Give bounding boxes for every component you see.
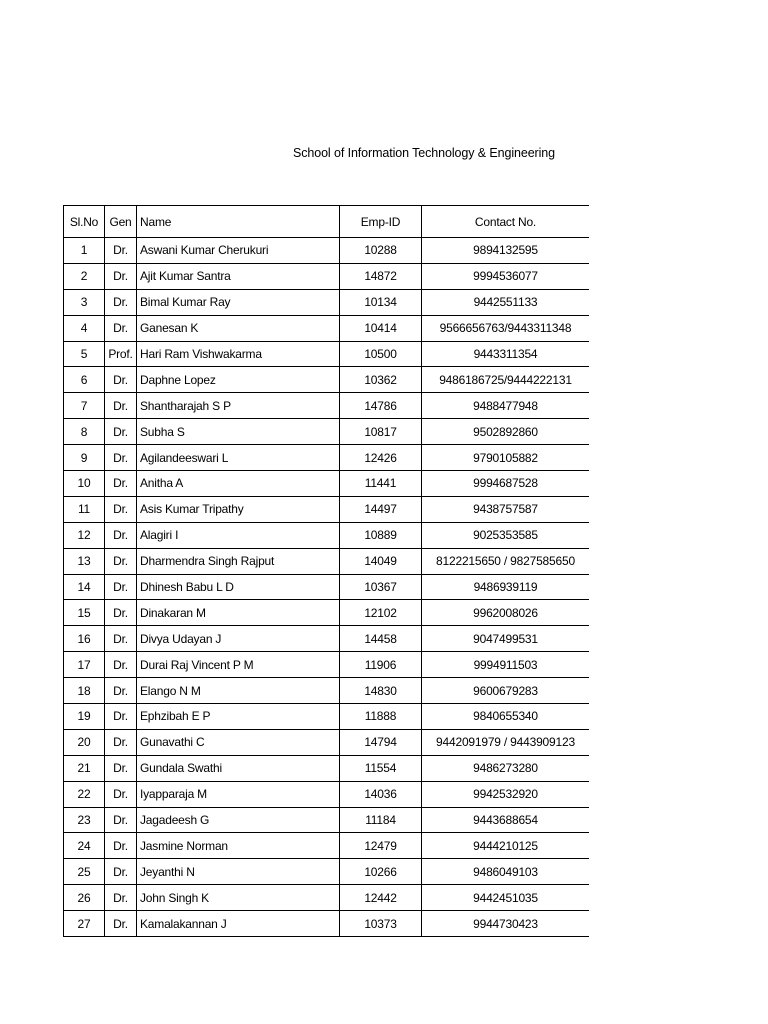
column-header-name: Name bbox=[137, 206, 340, 238]
cell-name: Subha S bbox=[137, 419, 340, 445]
table-row bbox=[64, 471, 590, 497]
table-row bbox=[64, 729, 590, 755]
cell-name: Anitha A bbox=[137, 471, 340, 497]
cell-gen: Dr. bbox=[105, 807, 137, 833]
cell-contact: 9438757587 bbox=[422, 496, 590, 522]
cell-gen: Dr. bbox=[105, 445, 137, 471]
header-row bbox=[64, 206, 590, 238]
cell-sl-no: 26 bbox=[64, 885, 105, 911]
table-row bbox=[64, 315, 590, 341]
cell-sl-no: 11 bbox=[64, 496, 105, 522]
cell-sl-no: 12 bbox=[64, 522, 105, 548]
cell-gen: Dr. bbox=[105, 471, 137, 497]
cell-sl-no: 2 bbox=[64, 263, 105, 289]
table-row bbox=[64, 238, 590, 264]
cell-gen: Dr. bbox=[105, 911, 137, 937]
cell-sl-no: 13 bbox=[64, 548, 105, 574]
cell-contact: 9486049103 bbox=[422, 859, 590, 885]
cell-sl-no: 1 bbox=[64, 238, 105, 264]
cell-emp-id: 11906 bbox=[340, 652, 422, 678]
cell-sl-no: 23 bbox=[64, 807, 105, 833]
table-row bbox=[64, 574, 590, 600]
cell-contact: 9442551133 bbox=[422, 289, 590, 315]
cell-emp-id: 10362 bbox=[340, 367, 422, 393]
table-row bbox=[64, 522, 590, 548]
cell-emp-id: 10889 bbox=[340, 522, 422, 548]
cell-contact: 9994687528 bbox=[422, 471, 590, 497]
cell-emp-id: 11554 bbox=[340, 755, 422, 781]
cell-sl-no: 27 bbox=[64, 911, 105, 937]
cell-sl-no: 10 bbox=[64, 471, 105, 497]
cell-contact: 8122215650 / 9827585650 bbox=[422, 548, 590, 574]
column-header-emp-id: Emp-ID bbox=[340, 206, 422, 238]
cell-name: Asis Kumar Tripathy bbox=[137, 496, 340, 522]
cell-contact: 9566656763/9443311348 bbox=[422, 315, 590, 341]
cell-gen: Dr. bbox=[105, 600, 137, 626]
table-row bbox=[64, 600, 590, 626]
cell-gen: Dr. bbox=[105, 833, 137, 859]
cell-sl-no: 21 bbox=[64, 755, 105, 781]
cell-contact: 9486273280 bbox=[422, 755, 590, 781]
table-row bbox=[64, 807, 590, 833]
cell-emp-id: 14497 bbox=[340, 496, 422, 522]
cell-name: Aswani Kumar Cherukuri bbox=[137, 238, 340, 264]
cell-name: Jeyanthi N bbox=[137, 859, 340, 885]
cell-gen: Dr. bbox=[105, 626, 137, 652]
cell-gen: Dr. bbox=[105, 315, 137, 341]
table-row bbox=[64, 885, 590, 911]
cell-contact: 9442451035 bbox=[422, 885, 590, 911]
cell-sl-no: 19 bbox=[64, 704, 105, 730]
cell-contact: 9994911503 bbox=[422, 652, 590, 678]
cell-name: Durai Raj Vincent P M bbox=[137, 652, 340, 678]
cell-emp-id: 10288 bbox=[340, 238, 422, 264]
cell-contact: 9840655340 bbox=[422, 704, 590, 730]
cell-sl-no: 16 bbox=[64, 626, 105, 652]
cell-gen: Dr. bbox=[105, 678, 137, 704]
cell-gen: Dr. bbox=[105, 367, 137, 393]
table-body bbox=[64, 238, 590, 937]
cell-contact: 9942532920 bbox=[422, 781, 590, 807]
cell-name: Ganesan K bbox=[137, 315, 340, 341]
cell-contact: 9962008026 bbox=[422, 600, 590, 626]
cell-gen: Dr. bbox=[105, 393, 137, 419]
cell-emp-id: 10500 bbox=[340, 341, 422, 367]
cell-name: John Singh K bbox=[137, 885, 340, 911]
cell-name: Alagiri I bbox=[137, 522, 340, 548]
table-row bbox=[64, 289, 590, 315]
cell-sl-no: 9 bbox=[64, 445, 105, 471]
cell-emp-id: 11441 bbox=[340, 471, 422, 497]
cell-contact: 9502892860 bbox=[422, 419, 590, 445]
cell-gen: Dr. bbox=[105, 859, 137, 885]
table-row bbox=[64, 445, 590, 471]
cell-emp-id: 12442 bbox=[340, 885, 422, 911]
table-row bbox=[64, 781, 590, 807]
table-row bbox=[64, 859, 590, 885]
cell-sl-no: 4 bbox=[64, 315, 105, 341]
table-row bbox=[64, 367, 590, 393]
cell-gen: Dr. bbox=[105, 419, 137, 445]
cell-gen: Dr. bbox=[105, 496, 137, 522]
cell-emp-id: 14872 bbox=[340, 263, 422, 289]
cell-emp-id: 12102 bbox=[340, 600, 422, 626]
cell-contact: 9994536077 bbox=[422, 263, 590, 289]
cell-contact: 9944730423 bbox=[422, 911, 590, 937]
cell-name: Ephzibah E P bbox=[137, 704, 340, 730]
table-row bbox=[64, 652, 590, 678]
cell-emp-id: 14458 bbox=[340, 626, 422, 652]
cell-sl-no: 7 bbox=[64, 393, 105, 419]
cell-name: Jagadeesh G bbox=[137, 807, 340, 833]
cell-emp-id: 12479 bbox=[340, 833, 422, 859]
cell-emp-id: 14049 bbox=[340, 548, 422, 574]
cell-contact: 9486186725/9444222131 bbox=[422, 367, 590, 393]
cell-contact: 9488477948 bbox=[422, 393, 590, 419]
cell-emp-id: 10134 bbox=[340, 289, 422, 315]
cell-contact: 9443688654 bbox=[422, 807, 590, 833]
cell-gen: Dr. bbox=[105, 781, 137, 807]
cell-gen: Dr. bbox=[105, 652, 137, 678]
cell-name: Jasmine Norman bbox=[137, 833, 340, 859]
cell-name: Daphne Lopez bbox=[137, 367, 340, 393]
table-row bbox=[64, 496, 590, 522]
column-header-sl-no: Sl.No bbox=[64, 206, 105, 238]
cell-name: Agilandeeswari L bbox=[137, 445, 340, 471]
cell-emp-id: 10373 bbox=[340, 911, 422, 937]
cell-gen: Dr. bbox=[105, 574, 137, 600]
cell-name: Gunavathi C bbox=[137, 729, 340, 755]
cell-contact: 9600679283 bbox=[422, 678, 590, 704]
cell-gen: Dr. bbox=[105, 548, 137, 574]
cell-emp-id: 14036 bbox=[340, 781, 422, 807]
cell-gen: Dr. bbox=[105, 755, 137, 781]
cell-gen: Dr. bbox=[105, 289, 137, 315]
faculty-table bbox=[63, 205, 589, 937]
cell-emp-id: 10266 bbox=[340, 859, 422, 885]
table-row bbox=[64, 548, 590, 574]
cell-sl-no: 24 bbox=[64, 833, 105, 859]
cell-name: Bimal Kumar Ray bbox=[137, 289, 340, 315]
cell-name: Iyapparaja M bbox=[137, 781, 340, 807]
cell-sl-no: 14 bbox=[64, 574, 105, 600]
cell-gen: Dr. bbox=[105, 263, 137, 289]
cell-name: Divya Udayan J bbox=[137, 626, 340, 652]
cell-emp-id: 10817 bbox=[340, 419, 422, 445]
cell-sl-no: 22 bbox=[64, 781, 105, 807]
table-row bbox=[64, 263, 590, 289]
cell-contact: 9894132595 bbox=[422, 238, 590, 264]
cell-emp-id: 11888 bbox=[340, 704, 422, 730]
cell-sl-no: 18 bbox=[64, 678, 105, 704]
cell-contact: 9047499531 bbox=[422, 626, 590, 652]
cell-emp-id: 12426 bbox=[340, 445, 422, 471]
cell-name: Shantharajah S P bbox=[137, 393, 340, 419]
cell-gen: Dr. bbox=[105, 885, 137, 911]
table-row bbox=[64, 393, 590, 419]
cell-contact: 9790105882 bbox=[422, 445, 590, 471]
cell-emp-id: 10367 bbox=[340, 574, 422, 600]
column-header-gen: Gen bbox=[105, 206, 137, 238]
table-row bbox=[64, 833, 590, 859]
cell-name: Hari Ram Vishwakarma bbox=[137, 341, 340, 367]
cell-sl-no: 8 bbox=[64, 419, 105, 445]
cell-contact: 9443311354 bbox=[422, 341, 590, 367]
table-row bbox=[64, 341, 590, 367]
column-header-contact: Contact No. bbox=[422, 206, 590, 238]
cell-name: Dhinesh Babu L D bbox=[137, 574, 340, 600]
cell-name: Elango N M bbox=[137, 678, 340, 704]
cell-name: Kamalakannan J bbox=[137, 911, 340, 937]
cell-gen: Dr. bbox=[105, 238, 137, 264]
cell-gen: Dr. bbox=[105, 522, 137, 548]
cell-emp-id: 14786 bbox=[340, 393, 422, 419]
cell-emp-id: 14794 bbox=[340, 729, 422, 755]
cell-sl-no: 15 bbox=[64, 600, 105, 626]
cell-name: Gundala Swathi bbox=[137, 755, 340, 781]
cell-sl-no: 3 bbox=[64, 289, 105, 315]
table-row bbox=[64, 911, 590, 937]
cell-gen: Dr. bbox=[105, 729, 137, 755]
cell-emp-id: 11184 bbox=[340, 807, 422, 833]
cell-contact: 9486939119 bbox=[422, 574, 590, 600]
cell-sl-no: 20 bbox=[64, 729, 105, 755]
cell-sl-no: 6 bbox=[64, 367, 105, 393]
cell-emp-id: 14830 bbox=[340, 678, 422, 704]
page-title: School of Information Technology & Engineering bbox=[292, 146, 555, 160]
table-row bbox=[64, 626, 590, 652]
cell-gen: Prof. bbox=[105, 341, 137, 367]
cell-sl-no: 25 bbox=[64, 859, 105, 885]
cell-name: Ajit Kumar Santra bbox=[137, 263, 340, 289]
table-row bbox=[64, 419, 590, 445]
cell-contact: 9025353585 bbox=[422, 522, 590, 548]
cell-sl-no: 5 bbox=[64, 341, 105, 367]
cell-name: Dinakaran M bbox=[137, 600, 340, 626]
cell-name: Dharmendra Singh Rajput bbox=[137, 548, 340, 574]
cell-contact: 9444210125 bbox=[422, 833, 590, 859]
table-row bbox=[64, 704, 590, 730]
cell-contact: 9442091979 / 9443909123 bbox=[422, 729, 590, 755]
cell-emp-id: 10414 bbox=[340, 315, 422, 341]
table-row bbox=[64, 678, 590, 704]
cell-gen: Dr. bbox=[105, 704, 137, 730]
table-row bbox=[64, 755, 590, 781]
cell-sl-no: 17 bbox=[64, 652, 105, 678]
